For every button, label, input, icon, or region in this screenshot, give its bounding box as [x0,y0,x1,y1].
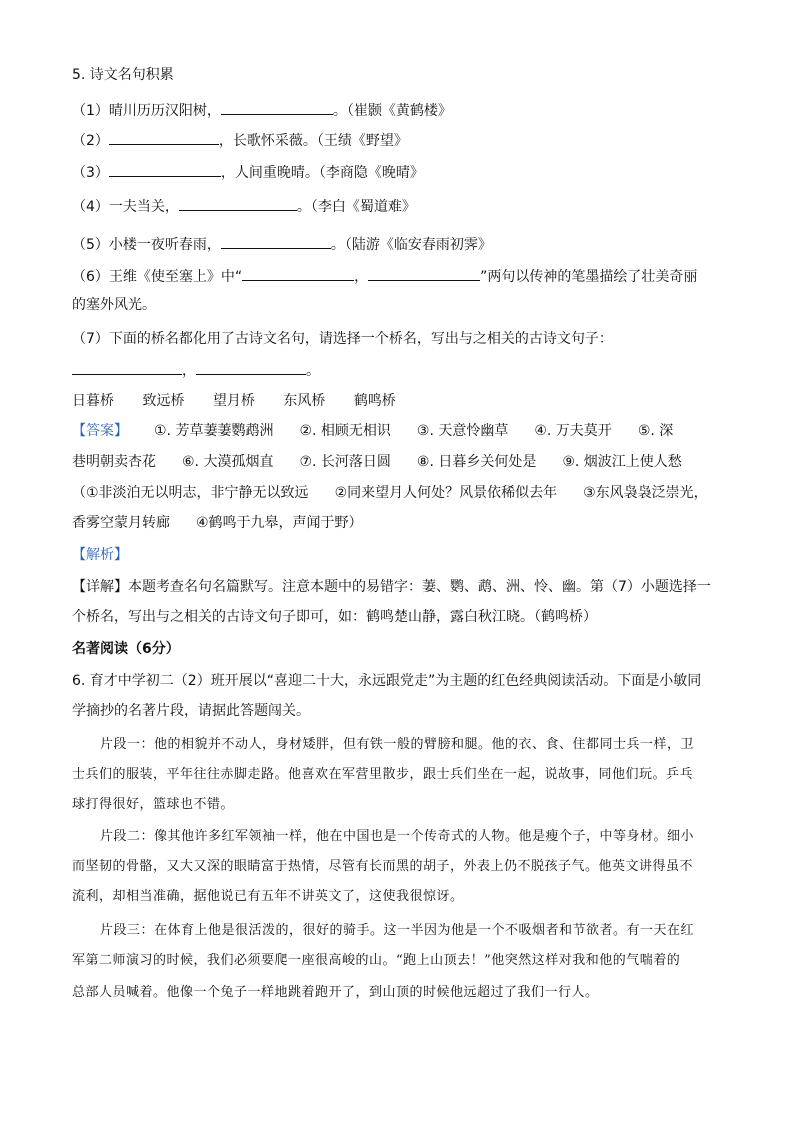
excerpt-3-line-2: 军第二师演习的时候，我们必须要爬一座很高峻的山。“跑上山顶去！”他突然这样对我和他的气喘着的 [72,953,681,968]
answer-line-3: （①非淡泊无以明志，非宁静无以致远 ②同来望月人何处？风景依稀似去年 ③东风袅袅泛崇光， [72,485,708,501]
q5-item-7: （7）下面的桥名都化用了古诗文名句，请选择一个桥名，写出与之相关的古诗文句子： [72,331,613,347]
answer-blank[interactable] [72,360,182,375]
answer-blank[interactable] [368,266,480,281]
bridge-name: 日暮桥 [72,393,114,409]
excerpt-2-line-1: 片段二：像其他许多红军领袖一样，他在中国也是一个传奇式的人物。他是瘦个子，中等身材。细小 [100,829,695,844]
excerpt-2-line-3: 流利，却相当准确，据他说已有五年不讲英文了，这使我很惊讶。 [72,889,464,904]
answer-blank[interactable] [221,100,333,115]
q5-item-2: （2） ，长歌怀采薇。（王绩《野望》 [72,130,408,150]
q5-item-4: （4）一夫当关， 。（李白《蜀道难》 [72,196,416,216]
excerpt-1-line-3: 球打得很好，篮球也不错。 [72,797,235,812]
excerpt-1-line-2: 士兵们的服装，平年往往赤脚走路。他喜欢在军营里散步，跟士兵们坐在一起，说故事，同他们玩。乒乓 [72,767,694,782]
section-title: 名著阅读（6分） [72,641,180,657]
excerpt-3-line-1: 片段三：在体育上他是很活泼的，很好的骑手。这一半因为他是一个不吸烟者和节欲者。有一天在红 [100,923,695,938]
bridge-name: 东风桥 [283,393,326,409]
answer-label: 【答案】 [72,423,128,439]
bridge-name: 望月桥 [212,393,255,409]
answer-line-2: 巷明朝卖杏花 ⑥. 大漠孤烟直 ⑦. 长河落日圆 ⑧. 日暮乡关何处是 ⑨. 烟波江上使人愁 [72,454,682,470]
answer-blank[interactable] [109,130,219,145]
answer-blank[interactable] [221,234,331,249]
excerpt-2-line-2: 而坚韧的骨骼，又大又深的眼睛富于热情，尽管有长而黑的胡子，外表上仍不脱孩子气。他英文讲得虽不 [72,859,694,874]
answer-blank[interactable] [196,360,306,375]
q5-title: 5. 诗文名句积累 [72,67,174,83]
q5-item-3: （3） ，人间重晚晴。（李商隐《晚晴》 [72,162,424,182]
q5-item-6-cont: 的塞外风光。 [72,297,156,313]
q5-item-1: （1）晴川历历汉阳树， 。（崔颢《黄鹤楼》 [72,100,452,120]
q6-line-2: 学摘抄的名著片段，请据此答题闯关。 [72,703,310,719]
analysis-line-1: 【详解】本题考查名句名篇默写。注意本题中的易错字：萋、鹦、鹉、洲、怜、幽。第（7）小题选择一 [72,579,711,595]
bridge-names [72,392,420,410]
excerpt-1-line-1: 片段一：他的相貌并不动人，身材矮胖，但有铁一般的臂膀和腿。他的衣、食、住都同士兵一样，卫 [100,737,695,752]
q5-item-7-blanks: ， 。 [72,360,320,380]
bridge-name: 鹤鸣桥 [353,393,396,409]
analysis-line-2: 个桥名，写出与之相关的古诗文句子即可，如：鹤鸣楚山静，露白秋江晓。（鹤鸣桥） [72,609,597,625]
bridge-name: 致远桥 [142,393,185,409]
q5-item-6: （6）王维《使至塞上》中“ ， ”两句以传神的笔墨描绘了壮美奇丽 [72,266,697,286]
answer-blank[interactable] [109,162,221,177]
q6-line-1: 6. 育才中学初二（2）班开展以“喜迎二十大，永远跟党走”为主题的红色经典阅读活动。下面是小敏同 [72,673,702,689]
answer-blank[interactable] [242,266,354,281]
analysis-label: 【解析】 [72,547,128,563]
excerpt-3-line-3: 总部人员喊着。他像一个兔子一样地跳着跑开了，到山顶的时候他远超过了我们一行人。 [72,985,599,1000]
answer-line-1: 【答案】 ①. 芳草萋萋鹦鹉洲 ②. 相顾无相识 ③. 天意怜幽草 ④. 万夫莫开 ⑤. 深 [72,423,674,439]
q5-item-5: （5）小楼一夜听春雨， 。（陆游《临安春雨初霁》 [72,234,492,254]
answer-line-4: 香雾空蒙月转廊 ④鹤鸣于九皋，声闻于野） [72,515,363,531]
answer-blank[interactable] [179,196,297,211]
